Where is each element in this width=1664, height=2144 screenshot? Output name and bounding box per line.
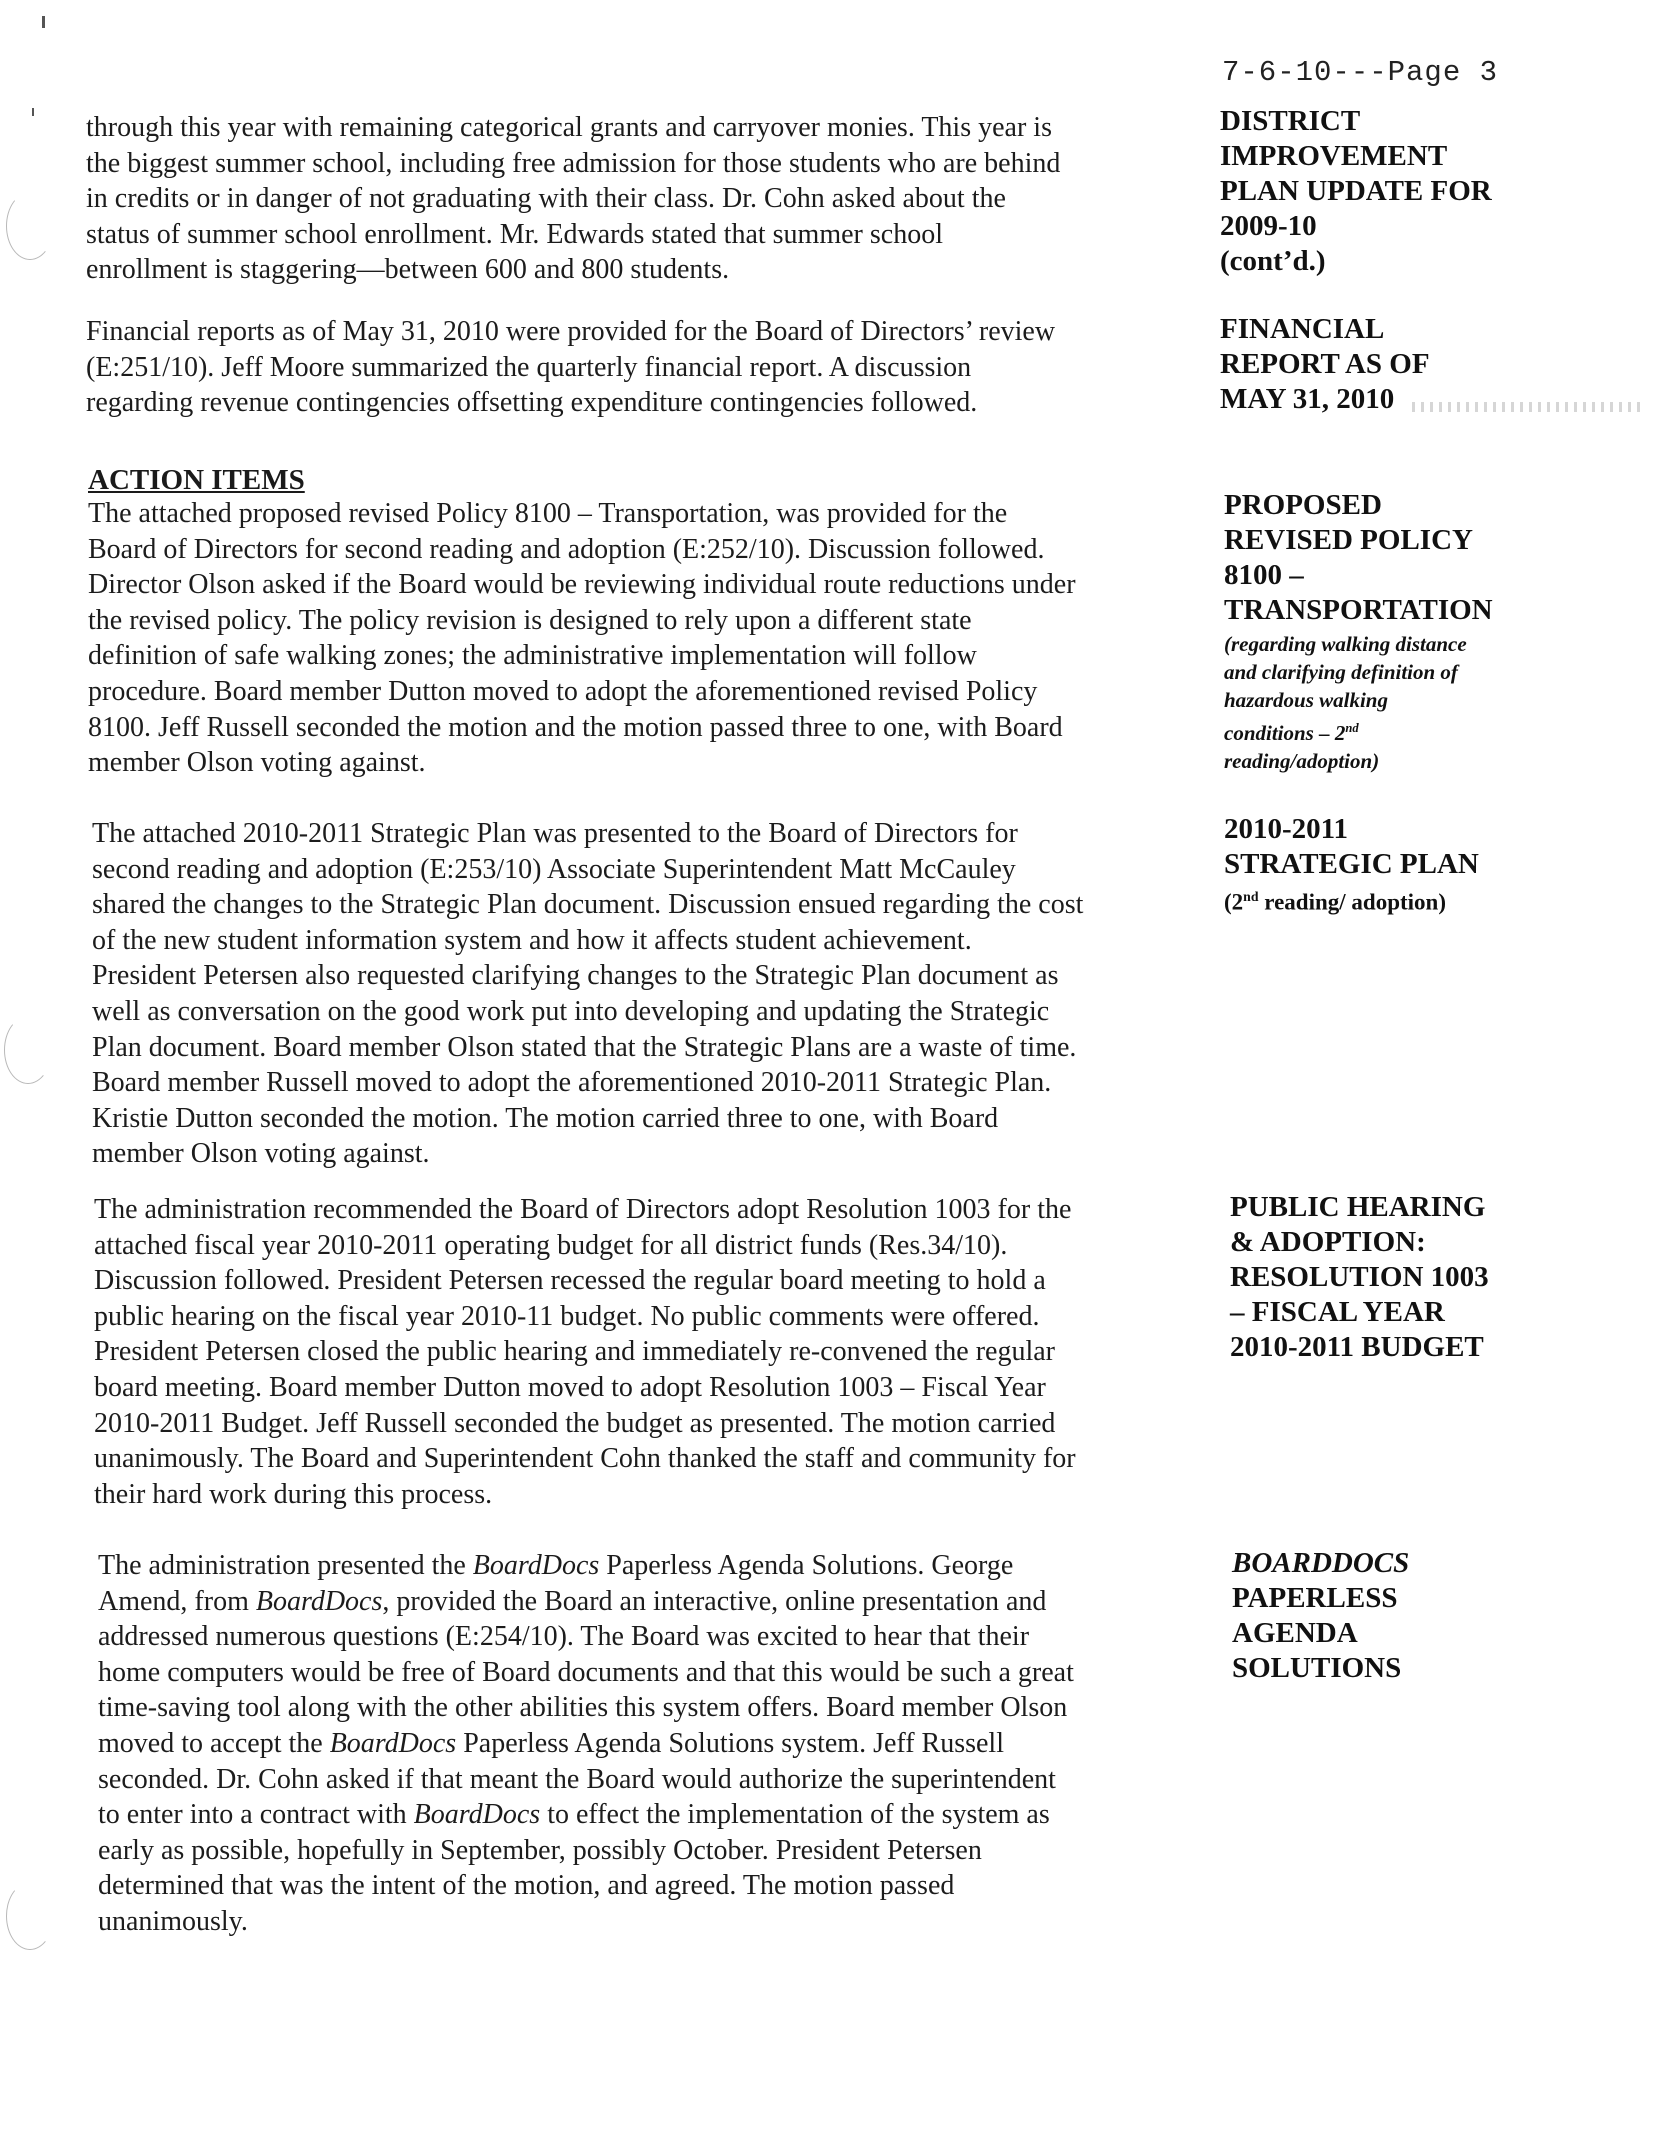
paragraph-boarddocs: The administration presented the BoardDocs Paperless Agenda Solutions. George Amend, from BoardDocs, provided the Board an interactive, online presentation and addressed numerous questions (E:254/10). The Board was excited to hear that their home computers would be free of Board documents and that this would be such a great time-saving tool along with the other abilities this system offers. Board member Olson moved to accept the BoardDocs Paperless Agenda Solutions system. Jeff Russell seconded. Dr. Cohn asked if that meant the Board would authorize the superintendent to enter into a contract with BoardDocs to effect the implementation of the system as early as possible, hopefully in September, possibly October. President Petersen determined that was the intent of the motion, and agreed. The motion passed unanimously. xyxy=(98,1550,1074,1937)
sidebar-public-hearing: PUBLIC HEARING & ADOPTION: RESOLUTION 1003 – FISCAL YEAR 2010-2011 BUDGET xyxy=(1230,1191,1489,1363)
punch-hole xyxy=(6,1882,54,1950)
sidebar-district-plan: DISTRICT IMPROVEMENT PLAN UPDATE FOR 2009-10 (cont’d.) xyxy=(1220,105,1492,277)
sidebar-financial-report: FINANCIAL REPORT AS OF MAY 31, 2010 xyxy=(1220,313,1430,415)
action-items-heading: ACTION ITEMS xyxy=(88,464,305,496)
paragraph-policy-8100: The attached proposed revised Policy 8100 – Transportation, was provided for the Board of Directors for second reading and adoption (E:252/10). Discussion followed. Director Olson asked if the Board would be reviewing individual route reductions under the revised policy. The policy revision is designed to rely upon a different state definition of safe walking zones; the administrative implementation will follow procedure. Board member Dutton moved to adopt the aforementioned revised Policy 8100. Jeff Russell seconded the motion and the motion passed three to one, with Board member Olson voting against. xyxy=(88,498,1076,779)
scan-mark xyxy=(32,108,34,116)
sidebar-strategic-plan: 2010-2011 STRATEGIC PLAN (2nd reading/ adoption) xyxy=(1224,813,1479,915)
paragraph-strategic-plan: The attached 2010-2011 Strategic Plan was presented to the Board of Directors for second reading and adoption (E:253/10) Associate Superintendent Matt McCauley shared the changes to the Strategic Plan document. Discussion ensued regarding the cost of the new student information system and how it affects student achievement. President Petersen also requested clarifying changes to the Strategic Plan document as well as conversation on the good work put into developing and updating the Strategic Plan document. Board member Olson stated that the Strategic Plans are a waste of time. Board member Russell moved to adopt the aforementioned 2010-2011 Strategic Plan. Kristie Dutton seconded the motion. The motion carried three to one, with Board member Olson voting against. xyxy=(92,818,1084,1170)
paragraph-financial-report: Financial reports as of May 31, 2010 were provided for the Board of Directors’ review (E:251/10). Jeff Moore summarized the quarterly financial report. A discussion regarding revenue contingencies offsetting expenditure contingencies followed. xyxy=(86,316,1056,419)
paragraph-summer-school: through this year with remaining categorical grants and carryover monies. This year is the biggest summer school, including free admission for those students who are behind in credits or in danger of not graduating with their class. Dr. Cohn asked about the status of summer school enrollment. Mr. Edwards stated that summer school enrollment is staggering—between 600 and 800 students. xyxy=(86,112,1061,286)
punch-hole xyxy=(6,192,54,260)
sidebar-policy-8100: PROPOSED REVISED POLICY 8100 – TRANSPORTATION (regarding walking distance and clarifying definition of hazardous walking conditions – 2nd reading/adoption) xyxy=(1224,489,1493,773)
sidebar-boarddocs: BOARDDOCS PAPERLESS AGENDA SOLUTIONS xyxy=(1232,1547,1410,1684)
punch-hole xyxy=(4,1016,52,1084)
dot-trail xyxy=(1412,402,1642,412)
scan-mark xyxy=(42,16,45,28)
page-header: 7-6-10---Page 3 xyxy=(1222,56,1499,89)
policy-8100-note: (regarding walking distance and clarifying definition of hazardous walking conditions – 2nd reading/adoption) xyxy=(1224,632,1467,773)
paragraph-resolution-1003: The administration recommended the Board of Directors adopt Resolution 1003 for the attached fiscal year 2010-2011 operating budget for all district funds (Res.34/10). Discussion followed. President Petersen recessed the regular board meeting to hold a public hearing on the fiscal year 2010-11 budget. No public comments were offered. President Petersen closed the public hearing and immediately re-convened the regular board meeting. Board member Dutton moved to adopt Resolution 1003 – Fiscal Year 2010-2011 Budget. Jeff Russell seconded the budget as presented. The motion carried unanimously. The Board and Superintendent Cohn thanked the staff and community for their hard work during this process. xyxy=(94,1194,1076,1510)
